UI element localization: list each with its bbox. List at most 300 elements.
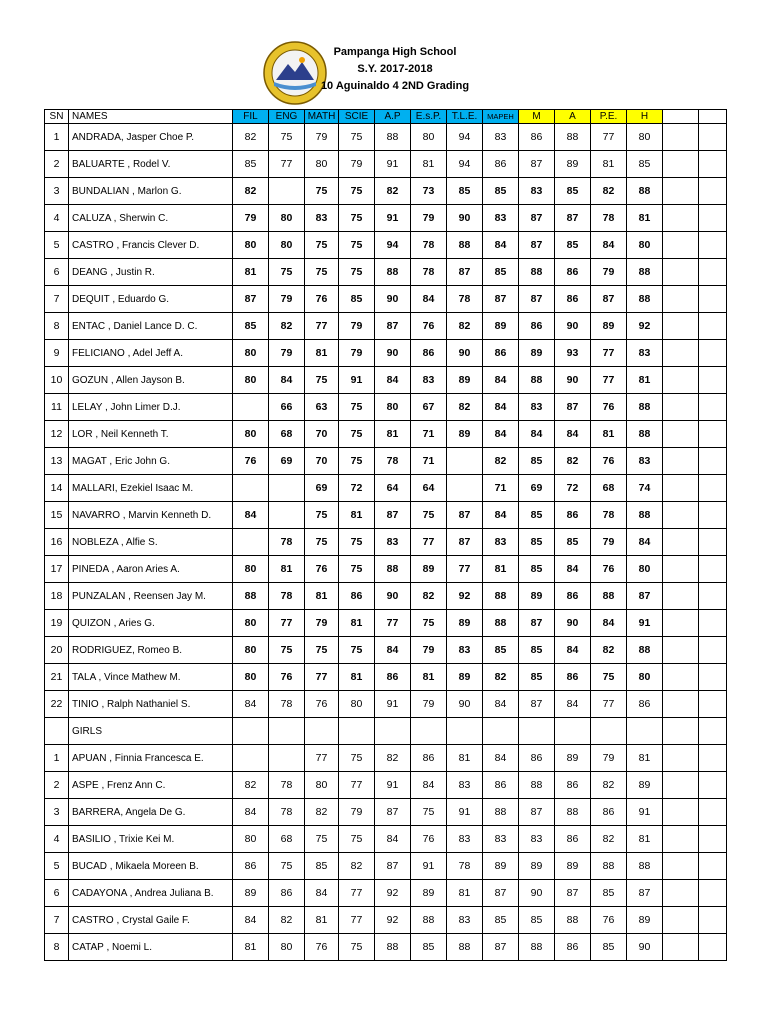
- row-number: 5: [45, 232, 69, 259]
- empty-cell: [663, 772, 699, 799]
- empty-cell: [663, 799, 699, 826]
- student-name: CATAP , Noemi L.: [69, 934, 233, 961]
- grade-cell: 73: [411, 178, 447, 205]
- grade-cell: 82: [269, 313, 305, 340]
- grade-cell: 84: [483, 745, 519, 772]
- grade-cell: 84: [411, 286, 447, 313]
- grade-cell: 83: [483, 529, 519, 556]
- school-year: S.Y. 2017-2018: [357, 63, 433, 75]
- empty-cell: [699, 880, 727, 907]
- grade-cell: 78: [269, 799, 305, 826]
- grade-cell: 86: [591, 799, 627, 826]
- grade-cell: 81: [483, 556, 519, 583]
- grade-cell: 88: [233, 583, 269, 610]
- student-name: GOZUN , Allen Jayson B.: [69, 367, 233, 394]
- column-header-subject: [699, 110, 727, 124]
- empty-cell: [699, 934, 727, 961]
- grade-cell: 83: [483, 826, 519, 853]
- grade-cell: 87: [519, 286, 555, 313]
- grade-cell: 70: [305, 421, 339, 448]
- grade-cell: 67: [411, 394, 447, 421]
- grade-cell: 88: [519, 259, 555, 286]
- grade-cell: [269, 475, 305, 502]
- grade-cell: 88: [627, 421, 663, 448]
- table-row: [45, 124, 727, 151]
- grade-cell: 84: [411, 772, 447, 799]
- empty-cell: [699, 448, 727, 475]
- grade-cell: 84: [555, 637, 591, 664]
- grade-cell: 94: [447, 124, 483, 151]
- grade-cell: 76: [591, 907, 627, 934]
- grade-cell: 84: [483, 367, 519, 394]
- grade-cell: 88: [375, 124, 411, 151]
- grade-cell: 70: [305, 448, 339, 475]
- empty-cell: [663, 745, 699, 772]
- grade-cell: 88: [483, 583, 519, 610]
- grade-cell: 83: [375, 529, 411, 556]
- grade-cell: 68: [269, 421, 305, 448]
- grade-cell: 89: [591, 313, 627, 340]
- student-name: LELAY , John Limer D.J.: [69, 394, 233, 421]
- grade-cell: 88: [375, 556, 411, 583]
- grade-cell: 81: [627, 367, 663, 394]
- grade-cell: 82: [375, 745, 411, 772]
- grade-cell: 66: [269, 394, 305, 421]
- row-number: 5: [45, 853, 69, 880]
- grade-cell: 72: [339, 475, 375, 502]
- grade-cell: 87: [519, 691, 555, 718]
- grade-cell: 82: [591, 826, 627, 853]
- grade-cell: 80: [305, 151, 339, 178]
- grade-cell: 84: [269, 367, 305, 394]
- column-header-subject: FIL: [233, 110, 269, 124]
- grade-cell: 84: [233, 799, 269, 826]
- grade-cell: 79: [339, 340, 375, 367]
- empty-cell: [699, 475, 727, 502]
- grade-cell: 81: [447, 745, 483, 772]
- grade-cell: 71: [411, 448, 447, 475]
- grade-cell: 75: [269, 259, 305, 286]
- grade-cell: 79: [591, 745, 627, 772]
- empty-cell: [699, 826, 727, 853]
- grade-cell: 68: [269, 826, 305, 853]
- grade-cell: 86: [269, 880, 305, 907]
- grade-cell: [447, 718, 483, 745]
- table-row: [45, 313, 727, 340]
- grade-cell: 78: [411, 259, 447, 286]
- grade-cell: 90: [627, 934, 663, 961]
- grade-cell: 86: [555, 286, 591, 313]
- grade-cell: 75: [339, 745, 375, 772]
- grade-cell: 75: [339, 232, 375, 259]
- grade-cell: 83: [447, 637, 483, 664]
- grade-cell: 76: [233, 448, 269, 475]
- grade-cell: 81: [305, 583, 339, 610]
- grade-cell: 78: [269, 529, 305, 556]
- grade-cell: 87: [519, 232, 555, 259]
- student-name: CALUZA , Sherwin C.: [69, 205, 233, 232]
- table-row: [45, 259, 727, 286]
- student-name: CASTRO , Crystal Gaile F.: [69, 907, 233, 934]
- column-header-subject: H: [627, 110, 663, 124]
- grade-cell: 80: [411, 124, 447, 151]
- grade-cell: 82: [447, 394, 483, 421]
- grade-cell: 69: [305, 475, 339, 502]
- student-name: BARRERA, Angela De G.: [69, 799, 233, 826]
- grade-cell: 86: [483, 772, 519, 799]
- row-number: 7: [45, 907, 69, 934]
- grade-cell: 91: [339, 367, 375, 394]
- grade-cell: 86: [483, 340, 519, 367]
- grade-cell: 89: [555, 853, 591, 880]
- grade-cell: 85: [233, 313, 269, 340]
- grade-cell: 86: [375, 664, 411, 691]
- grade-cell: 80: [233, 421, 269, 448]
- grade-cell: 85: [411, 934, 447, 961]
- grade-cell: 84: [305, 880, 339, 907]
- grade-cell: 83: [519, 394, 555, 421]
- grade-cell: 84: [627, 529, 663, 556]
- grade-cell: 75: [305, 259, 339, 286]
- grade-cell: 79: [339, 151, 375, 178]
- grade-cell: 87: [519, 610, 555, 637]
- grade-cell: 75: [269, 853, 305, 880]
- empty-cell: [699, 583, 727, 610]
- grade-cell: 89: [411, 880, 447, 907]
- grade-cell: 79: [269, 286, 305, 313]
- grade-cell: 82: [591, 178, 627, 205]
- grade-cell: 76: [305, 286, 339, 313]
- table-row: [45, 178, 727, 205]
- grade-cell: 80: [233, 367, 269, 394]
- empty-cell: [663, 664, 699, 691]
- grade-cell: 86: [555, 502, 591, 529]
- grade-cell: 79: [233, 205, 269, 232]
- grade-cell: 75: [339, 421, 375, 448]
- grade-cell: 75: [305, 502, 339, 529]
- grade-cell: 81: [411, 151, 447, 178]
- grade-cell: 75: [305, 529, 339, 556]
- empty-cell: [663, 124, 699, 151]
- column-header-subject: [663, 110, 699, 124]
- grade-cell: 94: [375, 232, 411, 259]
- empty-cell: [699, 124, 727, 151]
- grade-cell: 88: [555, 907, 591, 934]
- row-number: 1: [45, 124, 69, 151]
- column-header-subject: A: [555, 110, 591, 124]
- row-number: 10: [45, 367, 69, 394]
- grade-cell: 87: [555, 394, 591, 421]
- grade-cell: 92: [627, 313, 663, 340]
- empty-cell: [699, 691, 727, 718]
- grade-cell: 84: [233, 502, 269, 529]
- grade-cell: [591, 718, 627, 745]
- table-row: [45, 286, 727, 313]
- grade-cell: 80: [375, 394, 411, 421]
- grade-cell: 86: [555, 259, 591, 286]
- grade-cell: [233, 475, 269, 502]
- empty-cell: [699, 637, 727, 664]
- empty-cell: [663, 610, 699, 637]
- grade-cell: 86: [555, 664, 591, 691]
- grade-cell: 81: [269, 556, 305, 583]
- student-name: FELICIANO , Adel Jeff A.: [69, 340, 233, 367]
- grade-cell: 79: [339, 313, 375, 340]
- empty-cell: [699, 529, 727, 556]
- grade-cell: 84: [591, 610, 627, 637]
- grade-cell: 82: [233, 124, 269, 151]
- row-number: 13: [45, 448, 69, 475]
- student-name: ENTAC , Daniel Lance D. C.: [69, 313, 233, 340]
- grade-cell: [233, 394, 269, 421]
- grade-cell: 85: [519, 502, 555, 529]
- column-header-names: NAMES: [69, 110, 233, 124]
- grade-cell: 89: [447, 664, 483, 691]
- grade-cell: 87: [447, 502, 483, 529]
- empty-cell: [699, 745, 727, 772]
- grade-cell: 87: [555, 205, 591, 232]
- grade-cell: 87: [591, 286, 627, 313]
- empty-cell: [699, 502, 727, 529]
- grade-cell: 84: [591, 232, 627, 259]
- grade-cell: 89: [447, 610, 483, 637]
- row-number: 17: [45, 556, 69, 583]
- grade-cell: [519, 718, 555, 745]
- grade-cell: 84: [555, 556, 591, 583]
- grade-cell: 86: [555, 826, 591, 853]
- grade-cell: 87: [375, 799, 411, 826]
- grade-cell: 85: [339, 286, 375, 313]
- grade-cell: 76: [591, 448, 627, 475]
- empty-cell: [699, 259, 727, 286]
- grade-cell: 79: [411, 205, 447, 232]
- grade-cell: 77: [305, 745, 339, 772]
- grade-cell: 63: [305, 394, 339, 421]
- grade-cell: 81: [233, 259, 269, 286]
- grade-cell: 82: [483, 664, 519, 691]
- grade-cell: 89: [519, 853, 555, 880]
- grade-cell: 88: [627, 286, 663, 313]
- grade-cell: 87: [555, 880, 591, 907]
- grade-cell: 88: [627, 394, 663, 421]
- grade-cell: 76: [269, 664, 305, 691]
- empty-cell: [663, 448, 699, 475]
- grade-cell: 90: [375, 286, 411, 313]
- grade-cell: 90: [555, 313, 591, 340]
- grade-cell: 75: [339, 448, 375, 475]
- grade-cell: 77: [339, 772, 375, 799]
- grade-cell: 87: [483, 880, 519, 907]
- table-row: [45, 691, 727, 718]
- grade-cell: 86: [483, 151, 519, 178]
- grade-cell: 64: [411, 475, 447, 502]
- grade-cell: 85: [519, 907, 555, 934]
- grade-cell: 69: [519, 475, 555, 502]
- grade-cell: 89: [411, 556, 447, 583]
- grade-cell: 91: [447, 799, 483, 826]
- empty-cell: [699, 286, 727, 313]
- grade-cell: 86: [411, 745, 447, 772]
- grade-cell: 90: [447, 205, 483, 232]
- grade-cell: [627, 718, 663, 745]
- table-row: [45, 448, 727, 475]
- grade-cell: [269, 178, 305, 205]
- grade-cell: 88: [519, 367, 555, 394]
- table-row: [45, 826, 727, 853]
- grade-cell: 79: [591, 259, 627, 286]
- grade-cell: 76: [305, 556, 339, 583]
- grade-cell: 89: [447, 367, 483, 394]
- grade-cell: 88: [483, 799, 519, 826]
- empty-cell: [699, 151, 727, 178]
- row-number: [45, 718, 69, 745]
- grade-cell: 85: [519, 637, 555, 664]
- grade-cell: 80: [269, 205, 305, 232]
- grade-cell: 85: [483, 178, 519, 205]
- empty-cell: [663, 691, 699, 718]
- grade-cell: 94: [447, 151, 483, 178]
- empty-cell: [699, 313, 727, 340]
- grade-cell: 80: [233, 637, 269, 664]
- table-row: [45, 151, 727, 178]
- empty-cell: [699, 610, 727, 637]
- grade-cell: 81: [305, 340, 339, 367]
- grade-cell: 91: [627, 799, 663, 826]
- grade-cell: 71: [483, 475, 519, 502]
- grade-cell: 78: [591, 502, 627, 529]
- empty-cell: [663, 367, 699, 394]
- grade-cell: 83: [447, 772, 483, 799]
- header-row: [45, 110, 727, 124]
- row-number: 9: [45, 340, 69, 367]
- row-number: 8: [45, 934, 69, 961]
- empty-cell: [699, 421, 727, 448]
- row-number: 7: [45, 286, 69, 313]
- grade-cell: 90: [555, 367, 591, 394]
- grade-cell: 83: [519, 826, 555, 853]
- table-row: [45, 664, 727, 691]
- table-row: [45, 799, 727, 826]
- grade-cell: 82: [483, 448, 519, 475]
- grade-cell: 88: [627, 853, 663, 880]
- table-row: [45, 205, 727, 232]
- table-row: [45, 853, 727, 880]
- grade-cell: 82: [591, 637, 627, 664]
- grade-cell: 86: [233, 853, 269, 880]
- empty-cell: [663, 718, 699, 745]
- grade-cell: 90: [519, 880, 555, 907]
- grade-cell: 82: [447, 313, 483, 340]
- grade-cell: 88: [591, 583, 627, 610]
- grade-cell: 72: [555, 475, 591, 502]
- row-number: 12: [45, 421, 69, 448]
- grade-cell: 88: [447, 232, 483, 259]
- grade-cell: 87: [447, 259, 483, 286]
- column-header-subject: M: [519, 110, 555, 124]
- grade-cell: 86: [339, 583, 375, 610]
- grade-cell: 84: [555, 691, 591, 718]
- grade-cell: 81: [339, 502, 375, 529]
- grade-cell: 90: [375, 583, 411, 610]
- grade-cell: 91: [375, 691, 411, 718]
- grade-cell: 83: [305, 205, 339, 232]
- grade-cell: [375, 718, 411, 745]
- grade-cell: 92: [447, 583, 483, 610]
- row-number: 18: [45, 583, 69, 610]
- grade-cell: 88: [447, 934, 483, 961]
- empty-cell: [663, 259, 699, 286]
- empty-cell: [663, 502, 699, 529]
- grade-cell: 77: [591, 691, 627, 718]
- grade-cell: 77: [339, 907, 375, 934]
- grade-cell: 87: [375, 502, 411, 529]
- row-number: 22: [45, 691, 69, 718]
- grade-cell: 82: [339, 853, 375, 880]
- student-name: NOBLEZA , Alfie S.: [69, 529, 233, 556]
- student-name: ANDRADA, Jasper Choe P.: [69, 124, 233, 151]
- grade-cell: 86: [555, 583, 591, 610]
- grade-cell: 83: [447, 826, 483, 853]
- student-name: DEANG , Justin R.: [69, 259, 233, 286]
- grade-cell: 80: [305, 772, 339, 799]
- empty-cell: [663, 556, 699, 583]
- grade-cell: 78: [591, 205, 627, 232]
- row-number: 6: [45, 259, 69, 286]
- grade-cell: 83: [411, 367, 447, 394]
- school-name: Pampanga High School: [333, 46, 457, 58]
- empty-cell: [663, 826, 699, 853]
- table-row: [45, 232, 727, 259]
- grade-cell: 85: [519, 448, 555, 475]
- grade-cell: 79: [411, 691, 447, 718]
- empty-cell: [699, 340, 727, 367]
- grade-cell: 83: [627, 340, 663, 367]
- grade-cell: 79: [269, 340, 305, 367]
- grade-cell: 89: [519, 583, 555, 610]
- column-header-sn: SN: [45, 110, 69, 124]
- grade-cell: 80: [627, 664, 663, 691]
- grade-cell: 80: [627, 232, 663, 259]
- grade-cell: 90: [447, 340, 483, 367]
- grade-cell: 75: [411, 610, 447, 637]
- student-name: LOR , Neil Kenneth T.: [69, 421, 233, 448]
- grade-cell: 87: [483, 286, 519, 313]
- grade-cell: 81: [233, 934, 269, 961]
- grade-cell: 88: [627, 502, 663, 529]
- grade-cell: 87: [627, 880, 663, 907]
- table-row: [45, 772, 727, 799]
- grade-cell: 79: [305, 610, 339, 637]
- grade-cell: 91: [375, 151, 411, 178]
- grade-cell: 88: [483, 610, 519, 637]
- grade-cell: 77: [305, 664, 339, 691]
- table-row: [45, 745, 727, 772]
- empty-cell: [699, 178, 727, 205]
- grade-cell: 80: [627, 556, 663, 583]
- grade-cell: 77: [591, 124, 627, 151]
- grade-cell: 80: [269, 934, 305, 961]
- grade-cell: 87: [519, 205, 555, 232]
- row-number: 4: [45, 205, 69, 232]
- grade-cell: 75: [339, 826, 375, 853]
- grade-cell: 83: [483, 205, 519, 232]
- grade-cell: 83: [483, 124, 519, 151]
- grade-cell: 84: [375, 826, 411, 853]
- grade-cell: 76: [305, 691, 339, 718]
- grade-cell: 85: [305, 853, 339, 880]
- table-row: [45, 394, 727, 421]
- grade-cell: 77: [591, 340, 627, 367]
